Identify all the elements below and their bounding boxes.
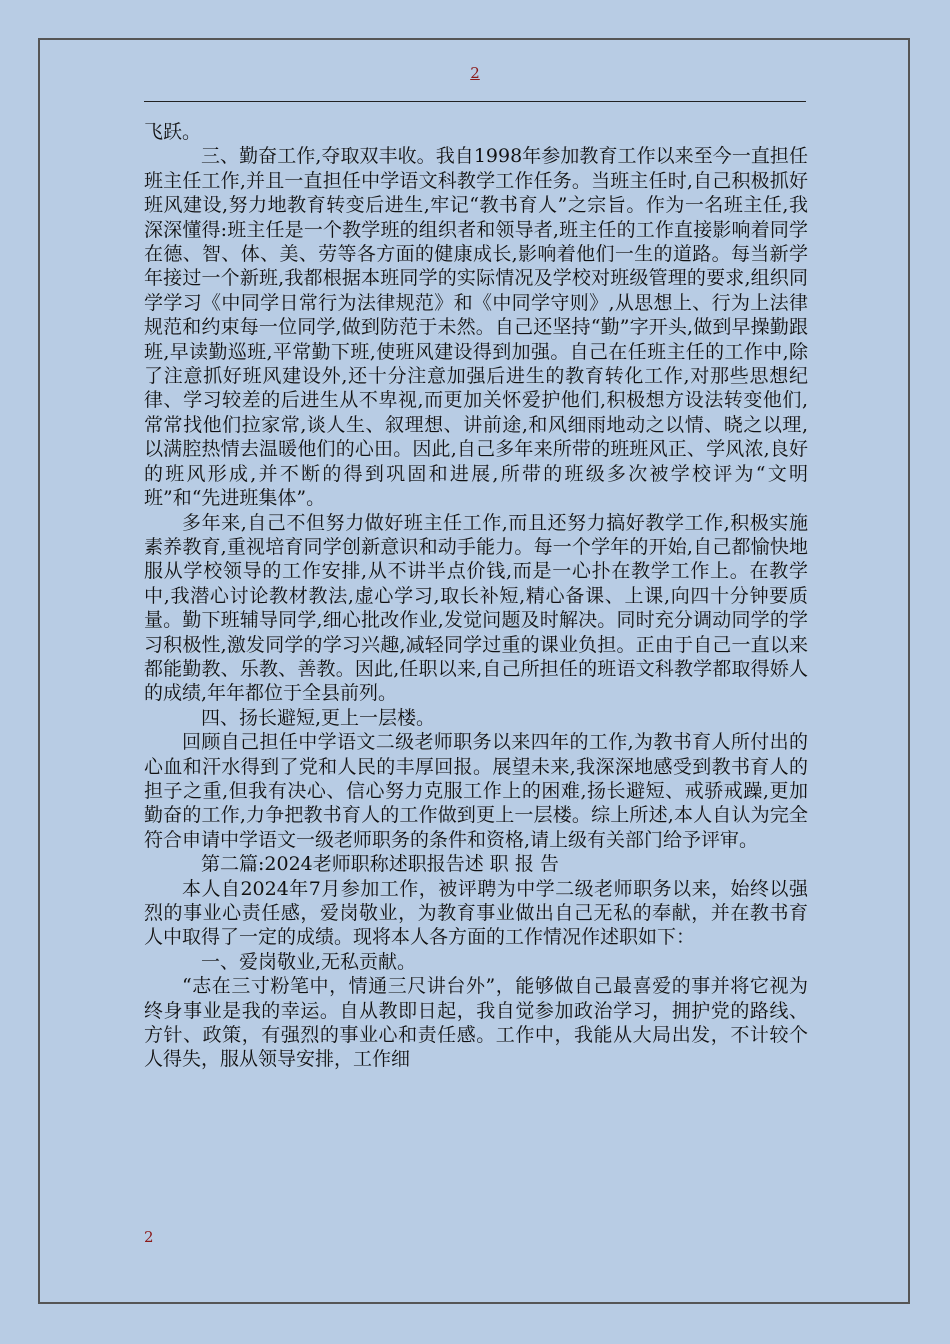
section-heading-one: 一、爱岗敬业,无私贡献。 bbox=[201, 950, 417, 973]
document-body bbox=[144, 120, 808, 1072]
paragraph-teaching-work: 多年来,自己不但努力做好班主任工作,而且还努力搞好教学工作,积极实施素养教育,重视培育同学创新意识和动手能力。每一个学年的开始,自己都愉快地服从学校领导的工作安排,从不讲半点价钱,而是一心扑在教学工作上。在教学中,我潜心讨论教材教法,虚心学习,取长补短,精心备课、上课,向四十分钟要质量。勤下班辅导同学,细心批改作业,发觉问题及时解决。同时充分调动同学的学习积极性,激发同学的学习兴趣,减轻同学过重的课业负担。正由于自己一直以来都能勤教、乐教、善教。因此,任职以来,自己所担任的班语文科教学都取得娇人的成绩,年年都位于全县前列。 bbox=[144, 511, 808, 705]
header-divider bbox=[144, 101, 806, 102]
header-page-number: 2 bbox=[470, 64, 480, 82]
section-heading-four: 四、扬长避短,更上一层楼。 bbox=[201, 706, 436, 729]
paragraph-section-three: 三、勤奋工作,夺取双丰收。我自1998年参加教育工作以来至今一直担任班主任工作,并且一直担任中学语文科教学工作任务。当班主任时,自己积极抓好班风建设,努力地教育转变后进生,牢记“教书育人”之宗旨。作为一名班主任,我深深懂得:班主任是一个教学班的组织者和领导者,班主任的工作直接影响着同学在德、智、体、美、劳等各方面的健康成长,影响着他们一生的道路。每当新学年接过一个新班,我都根据本班同学的实际情况及学校对班级管理的要求,组织同学学习《中同学日常行为法律规范》和《中同学守则》,从思想上、行为上法律规范和约束每一位同学,做到防范于未然。自己还坚持“勤”字开头,做到早操勤跟班,早读勤巡班,平常勤下班,使班风建设得到加强。自己在任班主任的工作中,除了注意抓好班风建设外,还十分注意加强后进生的教育转化工作,对那些思想纪律、学习较差的后进生从不卑视,而更加关怀爱护他们,积极想方设法转变他们,常常找他们拉家常,谈人生、叙理想、讲前途,和风细雨地动之以情、晓之以理,以满腔热情去温暖他们的心田。因此,自己多年来所带的班班风正、学风浓,良好的班风形成,并不断的得到巩固和进展,所带的班级多次被学校评为“文明班”和“先进班集体”。 bbox=[144, 145, 808, 510]
paragraph-review: 回顾自己担任中学语文二级老师职务以来四年的工作,为教书育人所付出的心血和汗水得到了党和人民的丰厚回报。展望未来,我深深地感受到教书育人的担子之重,但我有决心、信心努力克服工作上的困难,扬长避短、戒骄戒躁,更加勤奋的工作,力争把教书育人的工作做到更上一层楼。综上所述,本人自认为完全符合申请中学语文一级老师职务的条件和资格,请上级有关部门给予评审。 bbox=[144, 731, 808, 851]
paragraph-intro: 本人自2024年7月参加工作，被评聘为中学二级老师职务以来，始终以强烈的事业心责任感，爱岗敬业，为教育事业做出自己无私的奉献，并在教书育人中取得了一定的成绩。现将本人各方面的工作情况作述职如下： bbox=[144, 877, 808, 949]
paragraph-dedication: “志在三寸粉笔中，情通三尺讲台外”，能够做自己最喜爱的事并将它视为终身事业是我的幸运。自从教即日起，我自觉参加政治学习，拥护党的路线、方针、政策，有强烈的事业心和责任感。工作中，我能从大局出发，不计较个人得失，服从领导安排，工作细 bbox=[144, 975, 808, 1071]
paragraph-continuation: 飞跃。 bbox=[144, 121, 202, 143]
footer-page-number: 2 bbox=[144, 1228, 154, 1246]
article-two-title: 第二篇:2024老师职称述职报告述 职 报 告 bbox=[201, 853, 559, 876]
